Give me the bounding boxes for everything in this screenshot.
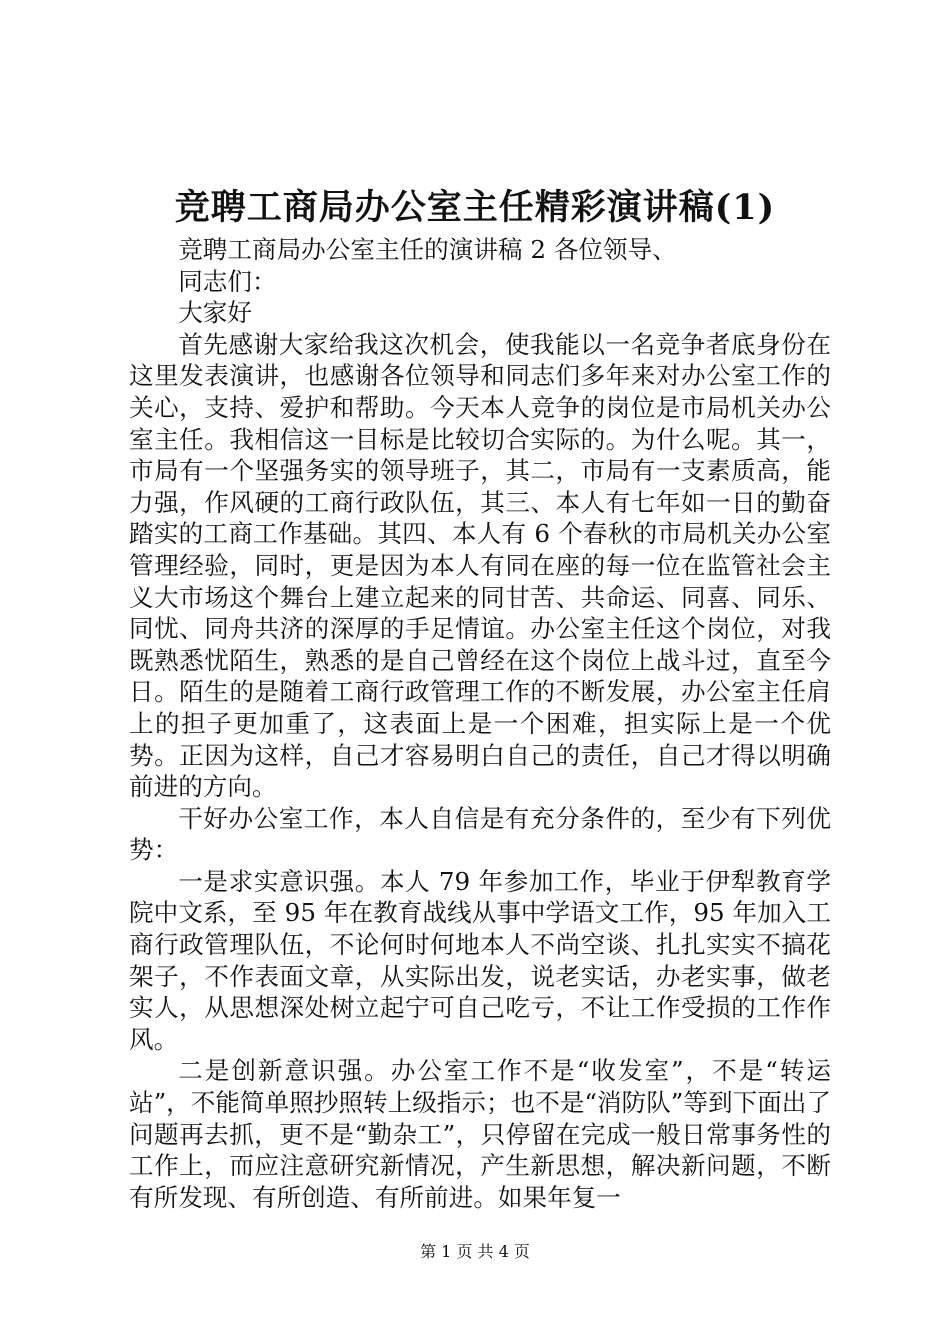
paragraph-advantages-intro: 干好办公室工作，本人自信是有充分条件的，至少有下列优势： — [129, 803, 831, 865]
paragraph-greeting: 大家好 — [178, 298, 252, 328]
paragraph-salutation: 同志们： — [178, 266, 277, 296]
paragraph-introduction: 首先感谢大家给我这次机会，使我能以一名竞争者底身份在这里发表演讲，也感谢各位领导和同志们多年来对办公室工作的关心，支持、爱护和帮助。今天本人竞争的岗位是市局机关办公室主任。我相信这一目标是比较切合实际的。为什么呢。其一，市局有一个坚强务实的领导班子，其二，市局有一支素质高，能力强，作风硬的工商行政队伍，其三、本人有七年如一日的勤奋踏实的工商工作基础。其四、本人有 6 个春秋的市局机关办公室管理经验，同时，更是因为本人有同在座的每一位在监管社会主义大市场这个舞台上建立起来的同甘苦、共命运、同喜、同乐、同忧、同舟共济的深厚的手足情谊。办公室主任这个岗位，对我既熟悉忧陌生，熟悉的是自己曾经在这个岗位上战斗过，直至今日。陌生的是随着工商行政管理工作的不断发展，办公室主任肩上的担子更加重了，这表面上是一个困难，担实际上是一个优势。正因为这样，自己才容易明白自己的责任，自己才得以明确前进的方向。 — [129, 329, 831, 802]
document-title: 竞聘工商局办公室主任精彩演讲稿(1) — [174, 187, 776, 228]
paragraph-advantage-two: 二是创新意识强。办公室工作不是“收发室”，不是“转运站”，不能简单照抄照转上级指示；也不是“消防队”等到下面出了问题再去抓，更不是“勤杂工”，只停留在完成一般日常事务性的工作上，而应注意研究新情况，产生新思想，解决新问题，不断有所发现、有所创造、有所前进。如果年复一 — [129, 1056, 831, 1212]
page-footer: 第 1 页 共 4 页 — [420, 1242, 530, 1261]
paragraph-speech-heading: 竞聘工商局办公室主任的演讲稿 2 各位领导、 — [178, 235, 677, 264]
document-body — [129, 234, 831, 1213]
paragraph-advantage-one: 一是求实意识强。本人 79 年参加工作，毕业于伊犁教育学院中文系，至 95 年在教育战线从事中学语文工作，95 年加入工商行政管理队伍，不论何时何地本人不尚空谈、扎扎实实不搞花架子，不作表面文章，从实际出发，说老实话，办老实事，做老实人，从思想深处树立起宁可自己吃亏，不让工作受损的工作作风。 — [129, 866, 831, 1054]
